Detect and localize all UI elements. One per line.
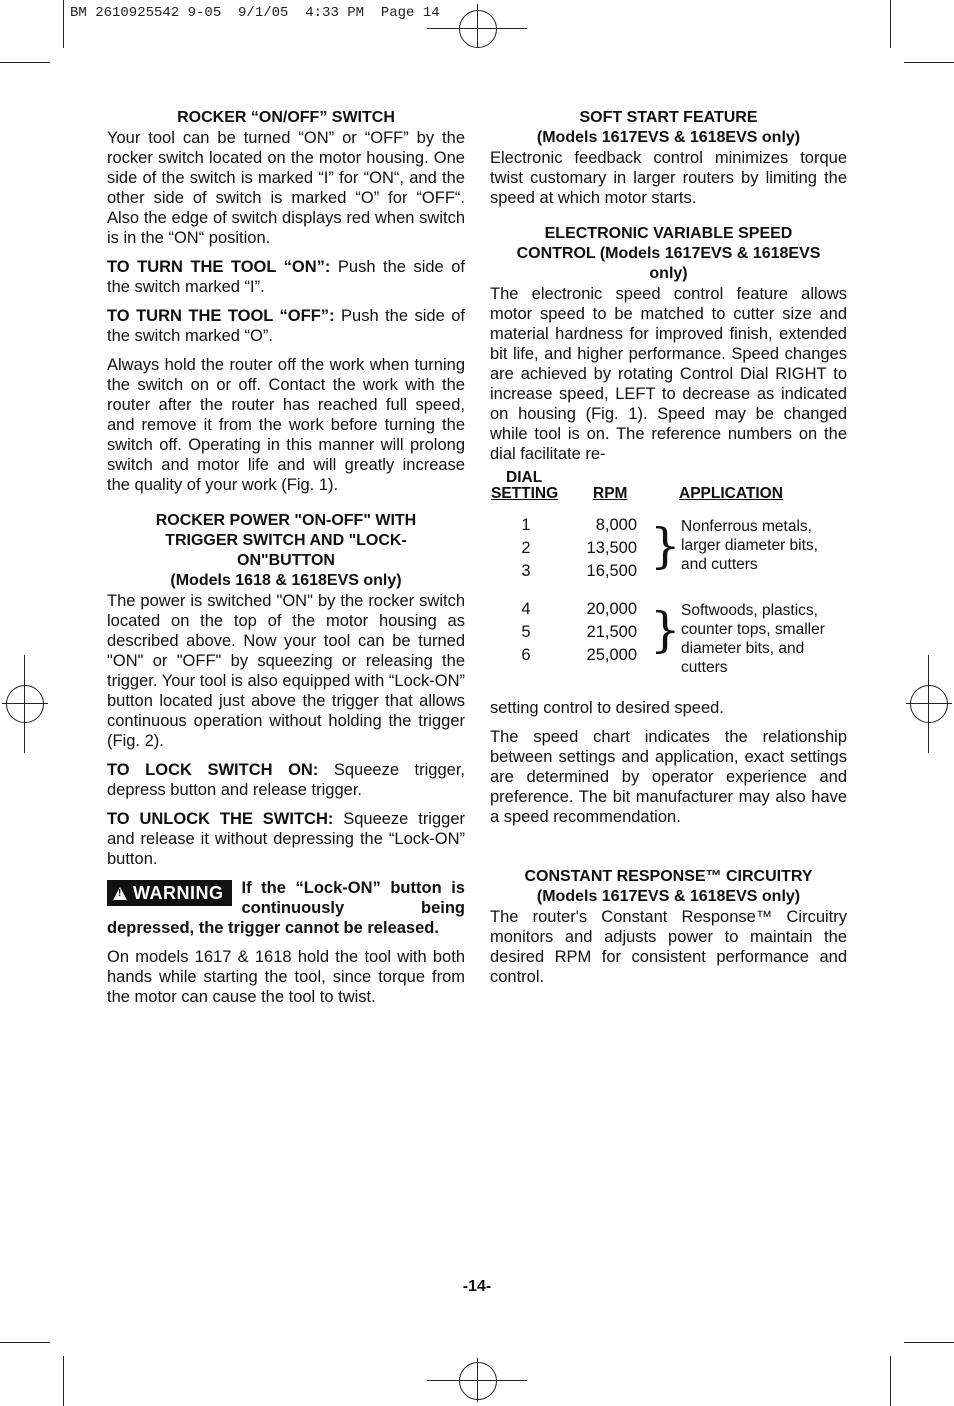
models-twist-paragraph: On models 1617 & 1618 hold the tool with both hands while starting the tool, since torque from the motor can cause the tool to twist. <box>107 948 465 1006</box>
crop-mark-tr-v <box>890 0 891 48</box>
turn-off-keyword: TO TURN THE TOOL “OFF”: <box>107 307 335 325</box>
warning-triangle-icon: ! <box>113 887 127 900</box>
always-hold-paragraph: Always hold the router off the work when turning the switch on or off. Contact the work with the router after the router has reached full speed, and remove it from the work before turning the switch off. Operating in this manner will prolong switch and motor life and will greatly increase the quality of your work (Fig. 1). <box>107 356 465 494</box>
brace-icon: } <box>650 602 681 658</box>
turn-on-keyword: TO TURN THE TOOL “ON”: <box>107 258 331 276</box>
soft-start-paragraph: Electronic feedback control minimizes torque twist customary in larger routers by limiting the speed at which motor starts. <box>490 149 847 207</box>
header-application: APPLICATION <box>679 485 783 502</box>
trigger-heading-line-1: ROCKER POWER "ON-OFF" WITH <box>155 512 417 529</box>
brace-icon: } <box>650 518 681 574</box>
rpm-cell: 16,500 <box>586 562 637 580</box>
crop-mark-bl-h <box>0 1342 50 1343</box>
warning-text: If the “Lock-ON” button is continuously being depressed, the trigger cannot be released. <box>107 879 465 937</box>
lock-keyword: TO LOCK SWITCH ON: <box>107 761 319 779</box>
constant-response-heading-line-2: (Models 1617EVS & 1618EVS only) <box>536 888 801 905</box>
turn-on-text: Push the side of the switch marked “I”. <box>107 258 465 296</box>
constant-response-heading-line-1: CONSTANT RESPONSE™ CIRCUITRY <box>524 868 813 885</box>
trigger-heading-line-3: ON"BUTTON <box>237 552 335 569</box>
crop-mark-tl-h <box>0 62 50 63</box>
settings-col <box>520 598 532 667</box>
trigger-heading-line-2: TRIGGER SWITCH AND "LOCK- <box>165 532 407 549</box>
warning-badge <box>107 880 232 906</box>
lock-paragraph <box>107 760 465 800</box>
trigger-heading-line-4: (Models 1618 & 1618EVS only) <box>170 572 402 589</box>
unlock-keyword: TO UNLOCK THE SWITCH: <box>107 810 334 828</box>
registration-circle-top <box>459 10 497 48</box>
rocker-switch-paragraph: Your tool can be turned “ON” or “OFF” by the rocker switch located on the motor housing. One side of the switch is marked “I” for “ON“, and the other side of switch is marked “O” for “OFF“. Also the edge of switch displays red when switch is in the “ON“ position. <box>107 129 465 247</box>
print-slug: BM 2610925542 9-05 9/1/05 4:33 PM Page 14 <box>70 5 440 21</box>
evs-heading-line-2: CONTROL (Models 1617EVS & 1618EVS <box>516 245 821 262</box>
setting-cell: 6 <box>521 646 531 664</box>
settings-col <box>520 514 532 583</box>
header-dial: DIAL <box>506 469 543 486</box>
turn-on-paragraph <box>107 257 465 297</box>
crop-mark-br-h <box>904 1342 954 1343</box>
warning-block <box>107 878 465 938</box>
crop-mark-tl-v <box>63 0 64 48</box>
application-text: Nonferrous metals, larger diameter bits, and cutters <box>681 518 818 573</box>
rpm-col <box>582 598 637 667</box>
header-setting: SETTING <box>491 485 559 502</box>
header-rpm: RPM <box>593 485 628 502</box>
registration-circle-right <box>910 685 948 723</box>
left-column <box>107 108 465 1016</box>
setting-cell: 3 <box>521 562 531 580</box>
rpm-cell: 20,000 <box>586 600 637 618</box>
rpm-col <box>582 514 637 583</box>
turn-off-text: Push the side of the switch marked “O”. <box>107 307 465 345</box>
speed-group-1 <box>490 514 847 594</box>
page-number: -14- <box>462 1278 492 1295</box>
turn-off-paragraph <box>107 306 465 346</box>
speed-chart-header <box>490 468 847 506</box>
soft-start-heading-line-2: (Models 1617EVS & 1618EVS only) <box>536 129 801 146</box>
evs-heading-line-1: ELECTRONIC VARIABLE SPEED <box>544 225 793 242</box>
rpm-cell: 21,500 <box>586 623 637 641</box>
rpm-cell: 25,000 <box>586 646 637 664</box>
rpm-cell: 13,500 <box>586 539 637 557</box>
warning-label: WARNING <box>133 883 224 903</box>
unlock-paragraph <box>107 809 465 869</box>
constant-response-paragraph: The router's Constant Response™ Circuitry monitors and adjusts power to maintain the desired RPM for consistent performance and control. <box>490 908 847 986</box>
speed-chart-paragraph: The speed chart indicates the relationship between settings and application, exact settings are determined by operator experience and preference. The bit manufacturer may also have a speed recommendation. <box>490 728 847 826</box>
crop-mark-bl-v <box>63 1356 64 1406</box>
speed-group-2 <box>490 598 847 678</box>
crop-mark-tr-h <box>904 62 954 63</box>
setting-cell: 4 <box>521 600 531 618</box>
registration-circle-bottom <box>459 1362 497 1400</box>
lock-text: Squeeze trigger, depress button and release trigger. <box>107 761 466 799</box>
setting-cell: 5 <box>521 623 531 641</box>
rpm-cell: 8,000 <box>595 516 637 534</box>
crop-mark-br-v <box>890 1356 891 1406</box>
setting-cell: 2 <box>521 539 531 557</box>
soft-start-heading-line-1: SOFT START FEATURE <box>579 109 758 126</box>
rocker-switch-heading: ROCKER “ON/OFF” SWITCH <box>177 109 395 126</box>
speed-chart <box>490 468 847 678</box>
evs-paragraph: The electronic speed control feature allows motor speed to be matched to cutter size and material hardness for improved finish, extended bit life, and higher performance. Speed changes are achieved by rotating Control Dial RIGHT to increase speed, LEFT to decrease as indicated on housing (Fig. 1). Speed may be changed while tool is on. The reference numbers on the dial facilitate re- <box>490 285 847 463</box>
setting-cell: 1 <box>521 516 531 534</box>
unlock-text: Squeeze trigger and release it without depressing the “Lock-ON” button. <box>107 810 465 868</box>
right-column <box>490 108 847 996</box>
registration-circle-left <box>6 685 44 723</box>
setting-control-paragraph: setting control to desired speed. <box>490 699 724 717</box>
application-text: Softwoods, plastics, counter tops, smaller diameter bits, and cutters <box>681 602 825 676</box>
evs-heading-line-3: only) <box>649 265 688 282</box>
trigger-paragraph: The power is switched "ON" by the rocker switch located on the top of the motor housing as described above. Now your tool can be turned "ON" or "OFF" by squeezing or releasing the trigger. Your tool is also equipped with “Lock-ON” button located just above the trigger that allows continuous operation without holding the trigger (Fig. 2). <box>107 592 465 750</box>
